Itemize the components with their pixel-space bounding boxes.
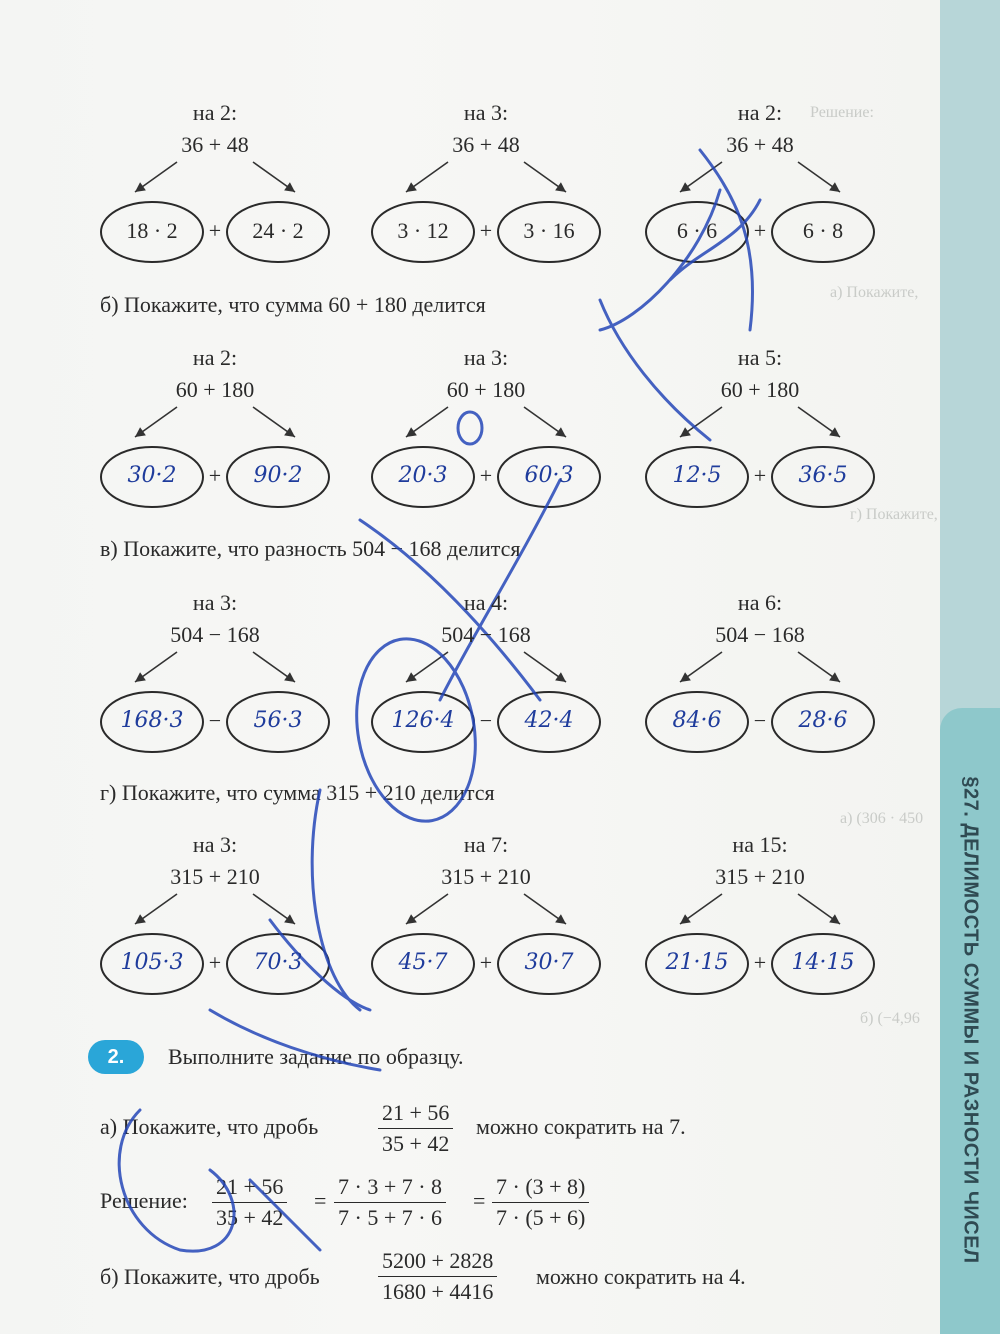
left-product: 12·5 <box>672 463 722 488</box>
left-product: 20·3 <box>398 463 448 488</box>
fraction-denominator: 1680 + 4416 <box>382 1279 494 1304</box>
task-a-prefix: а) Покажите, что дробь <box>100 1114 319 1139</box>
left-product: 21·15 <box>665 950 729 975</box>
task-b-prefix: б) Покажите, что дробь <box>100 1264 320 1289</box>
bleed-through-text: а) (306 · 450 <box>840 810 924 827</box>
expression: 36 + 48 <box>726 132 794 157</box>
right-product: 70·3 <box>253 950 303 975</box>
task-b-suffix: можно сократить на 4. <box>536 1264 746 1289</box>
operator-sign: + <box>479 950 493 975</box>
equals-sign: = <box>473 1188 486 1213</box>
arrow-head <box>555 182 566 192</box>
arrow-head <box>406 427 417 437</box>
left-product: 18 · 2 <box>126 218 178 243</box>
expression: 504 − 168 <box>441 622 531 647</box>
right-product: 3 · 16 <box>523 218 575 243</box>
solution-label: Решение: <box>100 1188 188 1213</box>
expression: 315 + 210 <box>170 864 260 889</box>
equals-sign: = <box>314 1188 327 1213</box>
bleed-through-text: г) Покажите, <box>850 506 938 523</box>
left-product: 105·3 <box>120 950 184 975</box>
arrow-head <box>555 427 566 437</box>
operator-sign: + <box>753 950 767 975</box>
expression: 315 + 210 <box>441 864 531 889</box>
section-title: в) Покажите, что разность 504 − 168 делится <box>100 536 521 561</box>
task-a-fraction <box>378 1100 453 1157</box>
task-instruction: Выполните задание по образцу. <box>168 1044 464 1069</box>
arrow-head <box>829 672 840 682</box>
fraction-denominator: 7 · 5 + 7 · 6 <box>338 1205 443 1230</box>
divisor-label: на 3: <box>463 100 509 125</box>
fraction-numerator: 21 + 56 <box>212 1174 287 1203</box>
divisor-label: на 15: <box>732 832 788 857</box>
right-product: 24 · 2 <box>252 218 304 243</box>
expression: 60 + 180 <box>446 377 526 402</box>
divisor-label: на 3: <box>463 345 509 370</box>
operator-sign: + <box>753 463 767 488</box>
right-product: 28·6 <box>798 708 848 733</box>
arrow-head <box>135 672 146 682</box>
left-product: 30·2 <box>127 463 177 488</box>
left-product: 3 · 12 <box>397 218 449 243</box>
expression: 504 − 168 <box>170 622 260 647</box>
arrow-head <box>680 672 691 682</box>
fraction-numerator: 5200 + 2828 <box>378 1248 497 1277</box>
fraction-denominator: 35 + 42 <box>216 1205 284 1230</box>
divisor-label: на 3: <box>192 590 238 615</box>
divisor-label: на 2: <box>192 345 238 370</box>
operator-sign: − <box>753 708 767 733</box>
fraction-denominator: 7 · (5 + 6) <box>496 1205 586 1230</box>
bleed-through-text: а) Покажите, <box>830 284 919 301</box>
right-product: 36·5 <box>798 463 848 488</box>
arrow-head <box>555 672 566 682</box>
left-product: 45·7 <box>398 950 448 975</box>
fraction-numerator: 21 + 56 <box>378 1100 453 1129</box>
fraction-numerator: 7 · 3 + 7 · 8 <box>334 1174 446 1203</box>
solution-fraction-1 <box>212 1174 287 1231</box>
solution-fraction-3 <box>492 1174 589 1231</box>
arrow-head <box>555 914 566 924</box>
arrow-head <box>406 672 417 682</box>
solution-fraction-2 <box>334 1174 446 1231</box>
expression: 504 − 168 <box>715 622 805 647</box>
task-number-badge: 2. <box>88 1040 144 1074</box>
operator-sign: + <box>479 463 493 488</box>
arrow-head <box>680 182 691 192</box>
arrow-head <box>406 182 417 192</box>
arrow-head <box>680 914 691 924</box>
arrow-head <box>135 182 146 192</box>
left-product: 84·6 <box>672 708 722 733</box>
expression: 36 + 48 <box>181 132 249 157</box>
divisor-label: на 2: <box>192 100 238 125</box>
expression: 36 + 48 <box>452 132 520 157</box>
arrow-head <box>829 914 840 924</box>
arrow-head <box>829 427 840 437</box>
operator-sign: + <box>753 218 767 243</box>
bleed-through-text: б) (−4,96 <box>860 1010 920 1027</box>
right-product: 14·15 <box>791 950 855 975</box>
arrow-head <box>284 914 295 924</box>
right-product: 56·3 <box>253 708 303 733</box>
bleed-through-text: Решение: <box>810 104 874 121</box>
chapter-title: §27. ДЕЛИМОСТЬ СУММЫ И РАЗНОСТИ ЧИСЕЛ <box>959 776 982 1264</box>
divisor-label: на 7: <box>463 832 509 857</box>
operator-sign: − <box>479 708 493 733</box>
arrow-head <box>135 427 146 437</box>
divisor-label: на 4: <box>463 590 509 615</box>
task-a-suffix: можно сократить на 7. <box>476 1114 686 1139</box>
right-product: 42·4 <box>524 708 574 733</box>
arrow-head <box>829 182 840 192</box>
left-product: 168·3 <box>120 708 184 733</box>
arrow-head <box>284 182 295 192</box>
task-b-fraction <box>378 1248 497 1305</box>
section-title: г) Покажите, что сумма 315 + 210 делится <box>100 780 495 805</box>
right-product: 90·2 <box>253 463 303 488</box>
operator-sign: + <box>208 463 222 488</box>
left-product: 6 · 6 <box>676 218 718 243</box>
arrow-head <box>284 672 295 682</box>
expression: 60 + 180 <box>720 377 800 402</box>
operator-sign: − <box>208 708 222 733</box>
divisor-label: на 5: <box>737 345 783 370</box>
expression: 60 + 180 <box>175 377 255 402</box>
left-product: 126·4 <box>391 708 455 733</box>
operator-sign: + <box>479 218 493 243</box>
expression: 315 + 210 <box>715 864 805 889</box>
right-product: 6 · 8 <box>802 218 844 243</box>
divisor-label: на 6: <box>737 590 783 615</box>
divisor-label: на 2: <box>737 100 783 125</box>
arrow-head <box>406 914 417 924</box>
divisor-label: на 3: <box>192 832 238 857</box>
arrow-head <box>284 427 295 437</box>
operator-sign: + <box>208 218 222 243</box>
section-title: б) Покажите, что сумма 60 + 180 делится <box>100 292 486 317</box>
right-product: 60·3 <box>524 463 574 488</box>
right-product: 30·7 <box>524 950 574 975</box>
operator-sign: + <box>208 950 222 975</box>
arrow-head <box>680 427 691 437</box>
fraction-denominator: 35 + 42 <box>382 1131 450 1156</box>
arrow-head <box>135 914 146 924</box>
fraction-numerator: 7 · (3 + 8) <box>492 1174 589 1203</box>
